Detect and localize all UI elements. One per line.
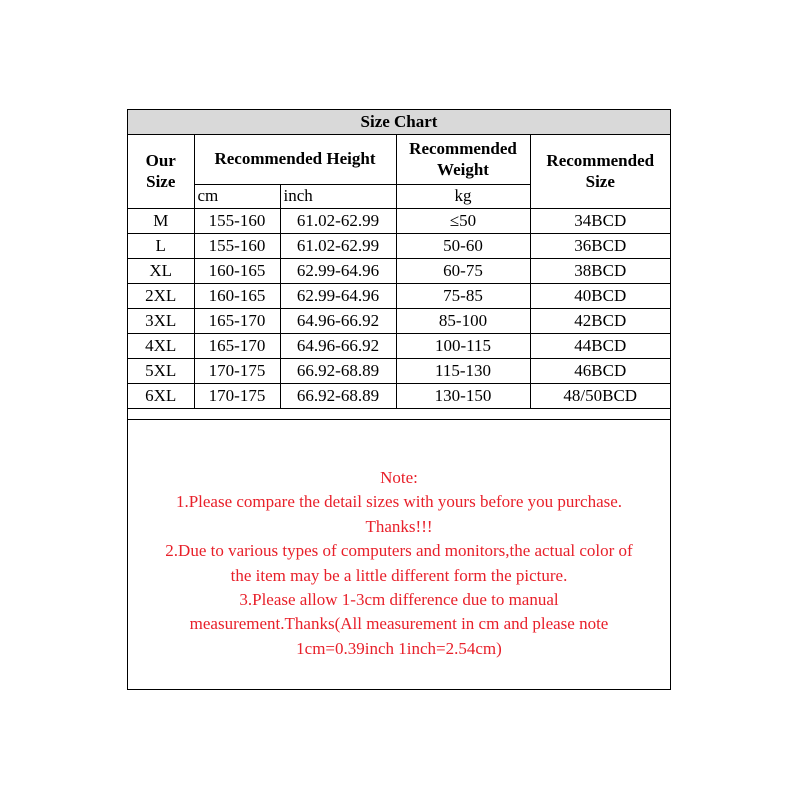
table-row [128, 234, 670, 259]
header-row [128, 135, 670, 185]
header-weight [396, 135, 530, 185]
cell-size: 6XL [128, 384, 194, 409]
cell-size: M [128, 209, 194, 234]
header-weight-line2: Weight [437, 159, 489, 179]
table-row [128, 209, 670, 234]
cell-recommended-size: 38BCD [530, 259, 670, 284]
table-row [128, 284, 670, 309]
cell-height-cm: 170-175 [194, 359, 280, 384]
cell-size: XL [128, 259, 194, 284]
cell-height-cm: 160-165 [194, 284, 280, 309]
header-weight-line1: Recommended [409, 139, 517, 159]
table-row [128, 309, 670, 334]
cell-size: 5XL [128, 359, 194, 384]
cell-recommended-size: 44BCD [530, 334, 670, 359]
cell-height-inch: 62.99-64.96 [280, 284, 396, 309]
cell-size: 3XL [128, 309, 194, 334]
header-size-line2: Size [585, 171, 615, 191]
cell-recommended-size: 40BCD [530, 284, 670, 309]
cell-size: L [128, 234, 194, 259]
cell-height-cm: 155-160 [194, 234, 280, 259]
cell-weight-kg: 100-115 [396, 334, 530, 359]
cell-recommended-size: 34BCD [530, 209, 670, 234]
cell-weight-kg: 50-60 [396, 234, 530, 259]
cell-height-inch: 64.96-66.92 [280, 309, 396, 334]
note-line: Note: [380, 468, 418, 487]
table-title: Size Chart [128, 110, 670, 135]
note-line: Thanks!!! [365, 516, 433, 536]
cell-recommended-size: 46BCD [530, 359, 670, 384]
header-our-size-line2: Size [146, 171, 176, 191]
note-line: 1.Please compare the detail sizes with yours before you purchase. [175, 492, 623, 512]
cell-recommended-size: 36BCD [530, 234, 670, 259]
cell-height-cm: 170-175 [194, 384, 280, 409]
table-row [128, 334, 670, 359]
table-body [128, 209, 670, 409]
note-line: 1cm=0.39inch 1inch=2.54cm) [296, 638, 502, 658]
subheader-cm: cm [194, 185, 280, 209]
cell-weight-kg: 115-130 [396, 359, 530, 384]
cell-weight-kg: 85-100 [396, 309, 530, 334]
cell-size: 4XL [128, 334, 194, 359]
size-chart [127, 109, 671, 690]
subheader-kg: kg [396, 185, 530, 209]
cell-height-cm: 160-165 [194, 259, 280, 284]
note-line: 2.Due to various types of computers and monitors,the actual color of [165, 541, 633, 561]
cell-height-cm: 165-170 [194, 334, 280, 359]
cell-weight-kg: 60-75 [396, 259, 530, 284]
cell-weight-kg: 130-150 [396, 384, 530, 409]
cell-height-cm: 155-160 [194, 209, 280, 234]
cell-height-inch: 62.99-64.96 [280, 259, 396, 284]
header-size-line1: Recommended [546, 151, 655, 171]
table-row [128, 384, 670, 409]
cell-height-cm: 165-170 [194, 309, 280, 334]
note-line: the item may be a little different form the picture. [230, 565, 568, 585]
size-table [128, 110, 670, 409]
table-row [128, 259, 670, 284]
note-section [128, 419, 670, 689]
cell-height-inch: 61.02-62.99 [280, 234, 396, 259]
table-row [128, 359, 670, 384]
cell-recommended-size: 48/50BCD [530, 384, 670, 409]
header-our-size [128, 135, 194, 209]
title-row [128, 110, 670, 135]
cell-height-inch: 61.02-62.99 [280, 209, 396, 234]
cell-weight-kg: 75-85 [396, 284, 530, 309]
cell-height-inch: 66.92-68.89 [280, 384, 396, 409]
cell-size: 2XL [128, 284, 194, 309]
header-our-size-line1: Our [145, 151, 176, 171]
cell-height-inch: 66.92-68.89 [280, 359, 396, 384]
header-size [530, 135, 670, 209]
cell-recommended-size: 42BCD [530, 309, 670, 334]
subheader-inch: inch [280, 185, 396, 209]
cell-height-inch: 64.96-66.92 [280, 334, 396, 359]
cell-weight-kg: ≤50 [396, 209, 530, 234]
note-line: measurement.Thanks(All measurement in cm and please note [189, 614, 609, 634]
header-height: Recommended Height [194, 135, 396, 185]
note-line: 3.Please allow 1-3cm difference due to manual [239, 590, 559, 610]
